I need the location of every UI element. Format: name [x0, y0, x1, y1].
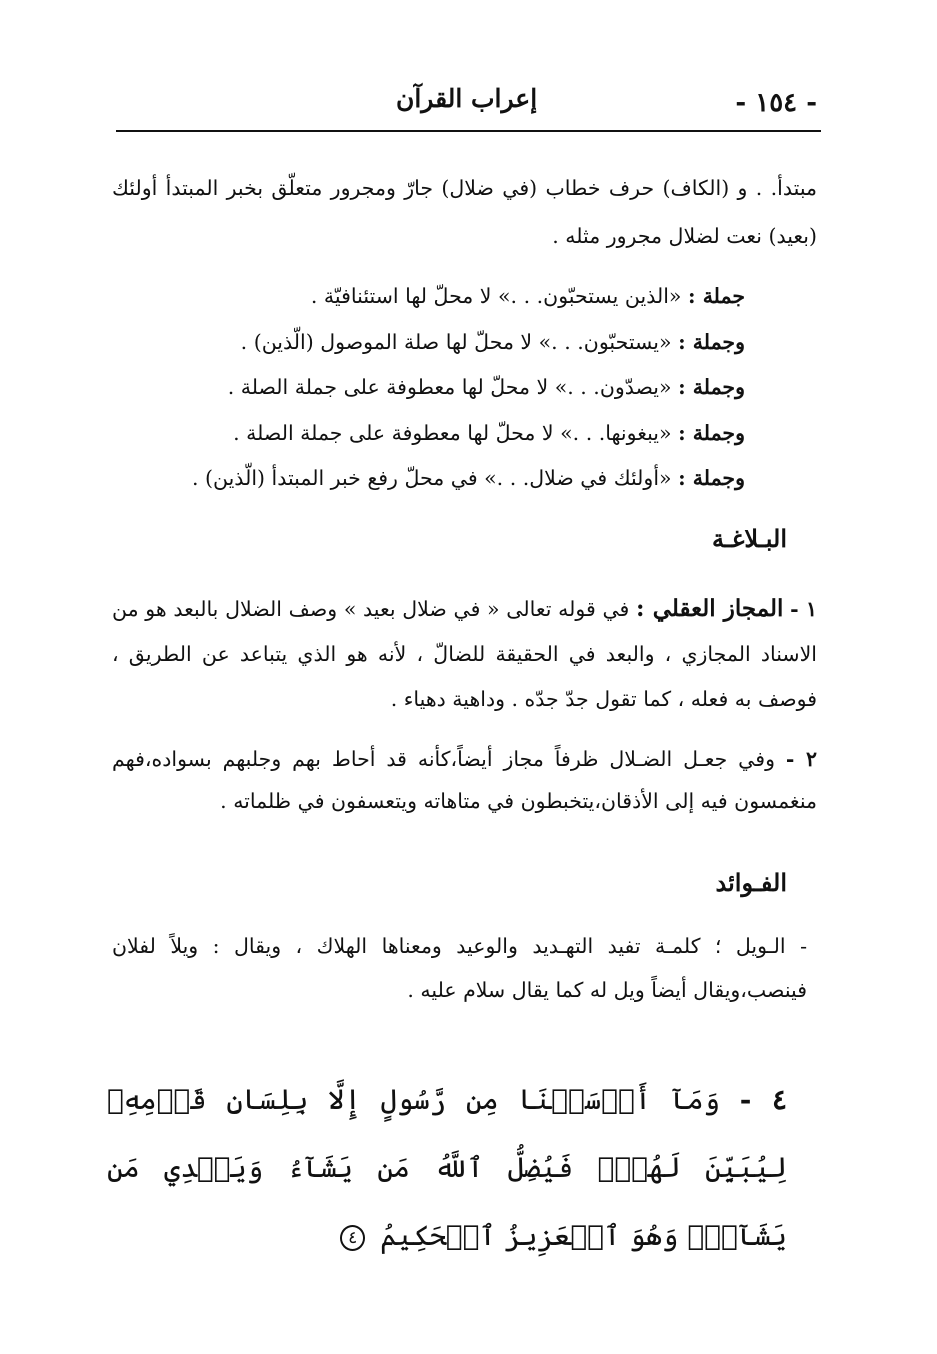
ayah-number-mark: ٤ — [340, 1225, 365, 1251]
item-number: ١ - — [790, 597, 817, 621]
sentence-line — [105, 320, 745, 366]
balagha-item-2 — [112, 738, 817, 822]
book-title: إعراب القرآن — [396, 84, 538, 113]
sentence-line — [105, 274, 745, 320]
item-text: في قوله تعالى « في ضلال بعيد » وصف الضلال بالبعد هو من الاسناد المجازي ، والبعد في الحقيقة للضالّ ، لأنه هو الذي يتباعد عن الطريق ، فوصف به فعله ، كما تقول جدّ جدّه . وداهية دهياء . — [112, 597, 817, 711]
sentence-label: وجملة : — [678, 329, 745, 354]
item-term: المجاز العقلي : — [636, 595, 784, 622]
sentence-text: «الذين يستحبّون. . .» لا محلّ لها استئنافيّة . — [310, 284, 682, 308]
sentence-line — [105, 456, 745, 502]
verse-text: وَمَآ أَرۡسَلۡنَا مِن رَّسُولٍ إِلَّا بِلِسَانِ قَوۡمِهِۦ لِيُبَيِّنَ لَهُمۡۖ فَيُضِلُّ ٱللَّهُ مَن يَشَآءُ وَيَهۡدِي مَن يَشَآءُۚ وَهُوَ ٱلۡعَزِيزُ ٱلۡحَكِيمُ — [107, 1083, 787, 1252]
sentence-label: جملة : — [687, 284, 745, 308]
sentence-label: وجملة : — [678, 466, 745, 490]
sentence-line — [105, 411, 745, 457]
fawaid-paragraph: - الـويل ؛ كلمـة تفيد التهـديد والوعيد ومعناها الهلاك ، ويقال : ويلاً لفلان فينصب،ويقال أيضاً ويل له كما يقال سلام عليه . — [112, 934, 807, 1002]
sentence-line — [105, 365, 745, 411]
verse-number: ٤ - — [739, 1083, 787, 1116]
balagha-heading: البـلاغـة — [711, 524, 787, 553]
sentence-text: «أولئك في ضلال. . .» في محلّ رفع خبر المبتدأ (الّذين) . — [191, 466, 672, 490]
fawaid-heading: الفـوائد — [715, 868, 787, 897]
sentence-label: وجملة : — [678, 420, 745, 445]
page-number: - ١٥٤ - — [735, 88, 817, 118]
item-number: ٢ - — [785, 747, 817, 771]
sentence-text: «يصدّون. . .» لا محلّ لها معطوفة على جملة الصلة . — [227, 375, 672, 399]
sentence-text: «يستحبّون. . .» لا محلّ لها صلة الموصول (الّذين) . — [240, 329, 672, 354]
quran-verse — [107, 1066, 787, 1270]
balagha-item-1 — [112, 586, 817, 722]
sentence-label: وجملة : — [678, 375, 745, 399]
sentence-analysis-list — [105, 274, 745, 502]
header-rule — [116, 130, 821, 132]
item-text: وفي جعـل الضـلال ظرفاً مجاز أيضاً،كأنه قد أحاط بهم وجلبهم بسواده،فهم منغمسون فيه إلى الأذقان،يتخبطون في متاهاته ويتعسفون في ظلماته . — [112, 747, 817, 813]
sentence-text: «يبغونها. . .» لا محلّ لها معطوفة على جملة الصلة . — [233, 420, 672, 445]
intro-paragraph: مبتدأ. . و (الكاف) حرف خطاب (في ضلال) جارّ ومجرور متعلّق بخبر المبتدأ أولئك (بعيد) نعت لضلال مجرور مثله . — [112, 176, 817, 248]
